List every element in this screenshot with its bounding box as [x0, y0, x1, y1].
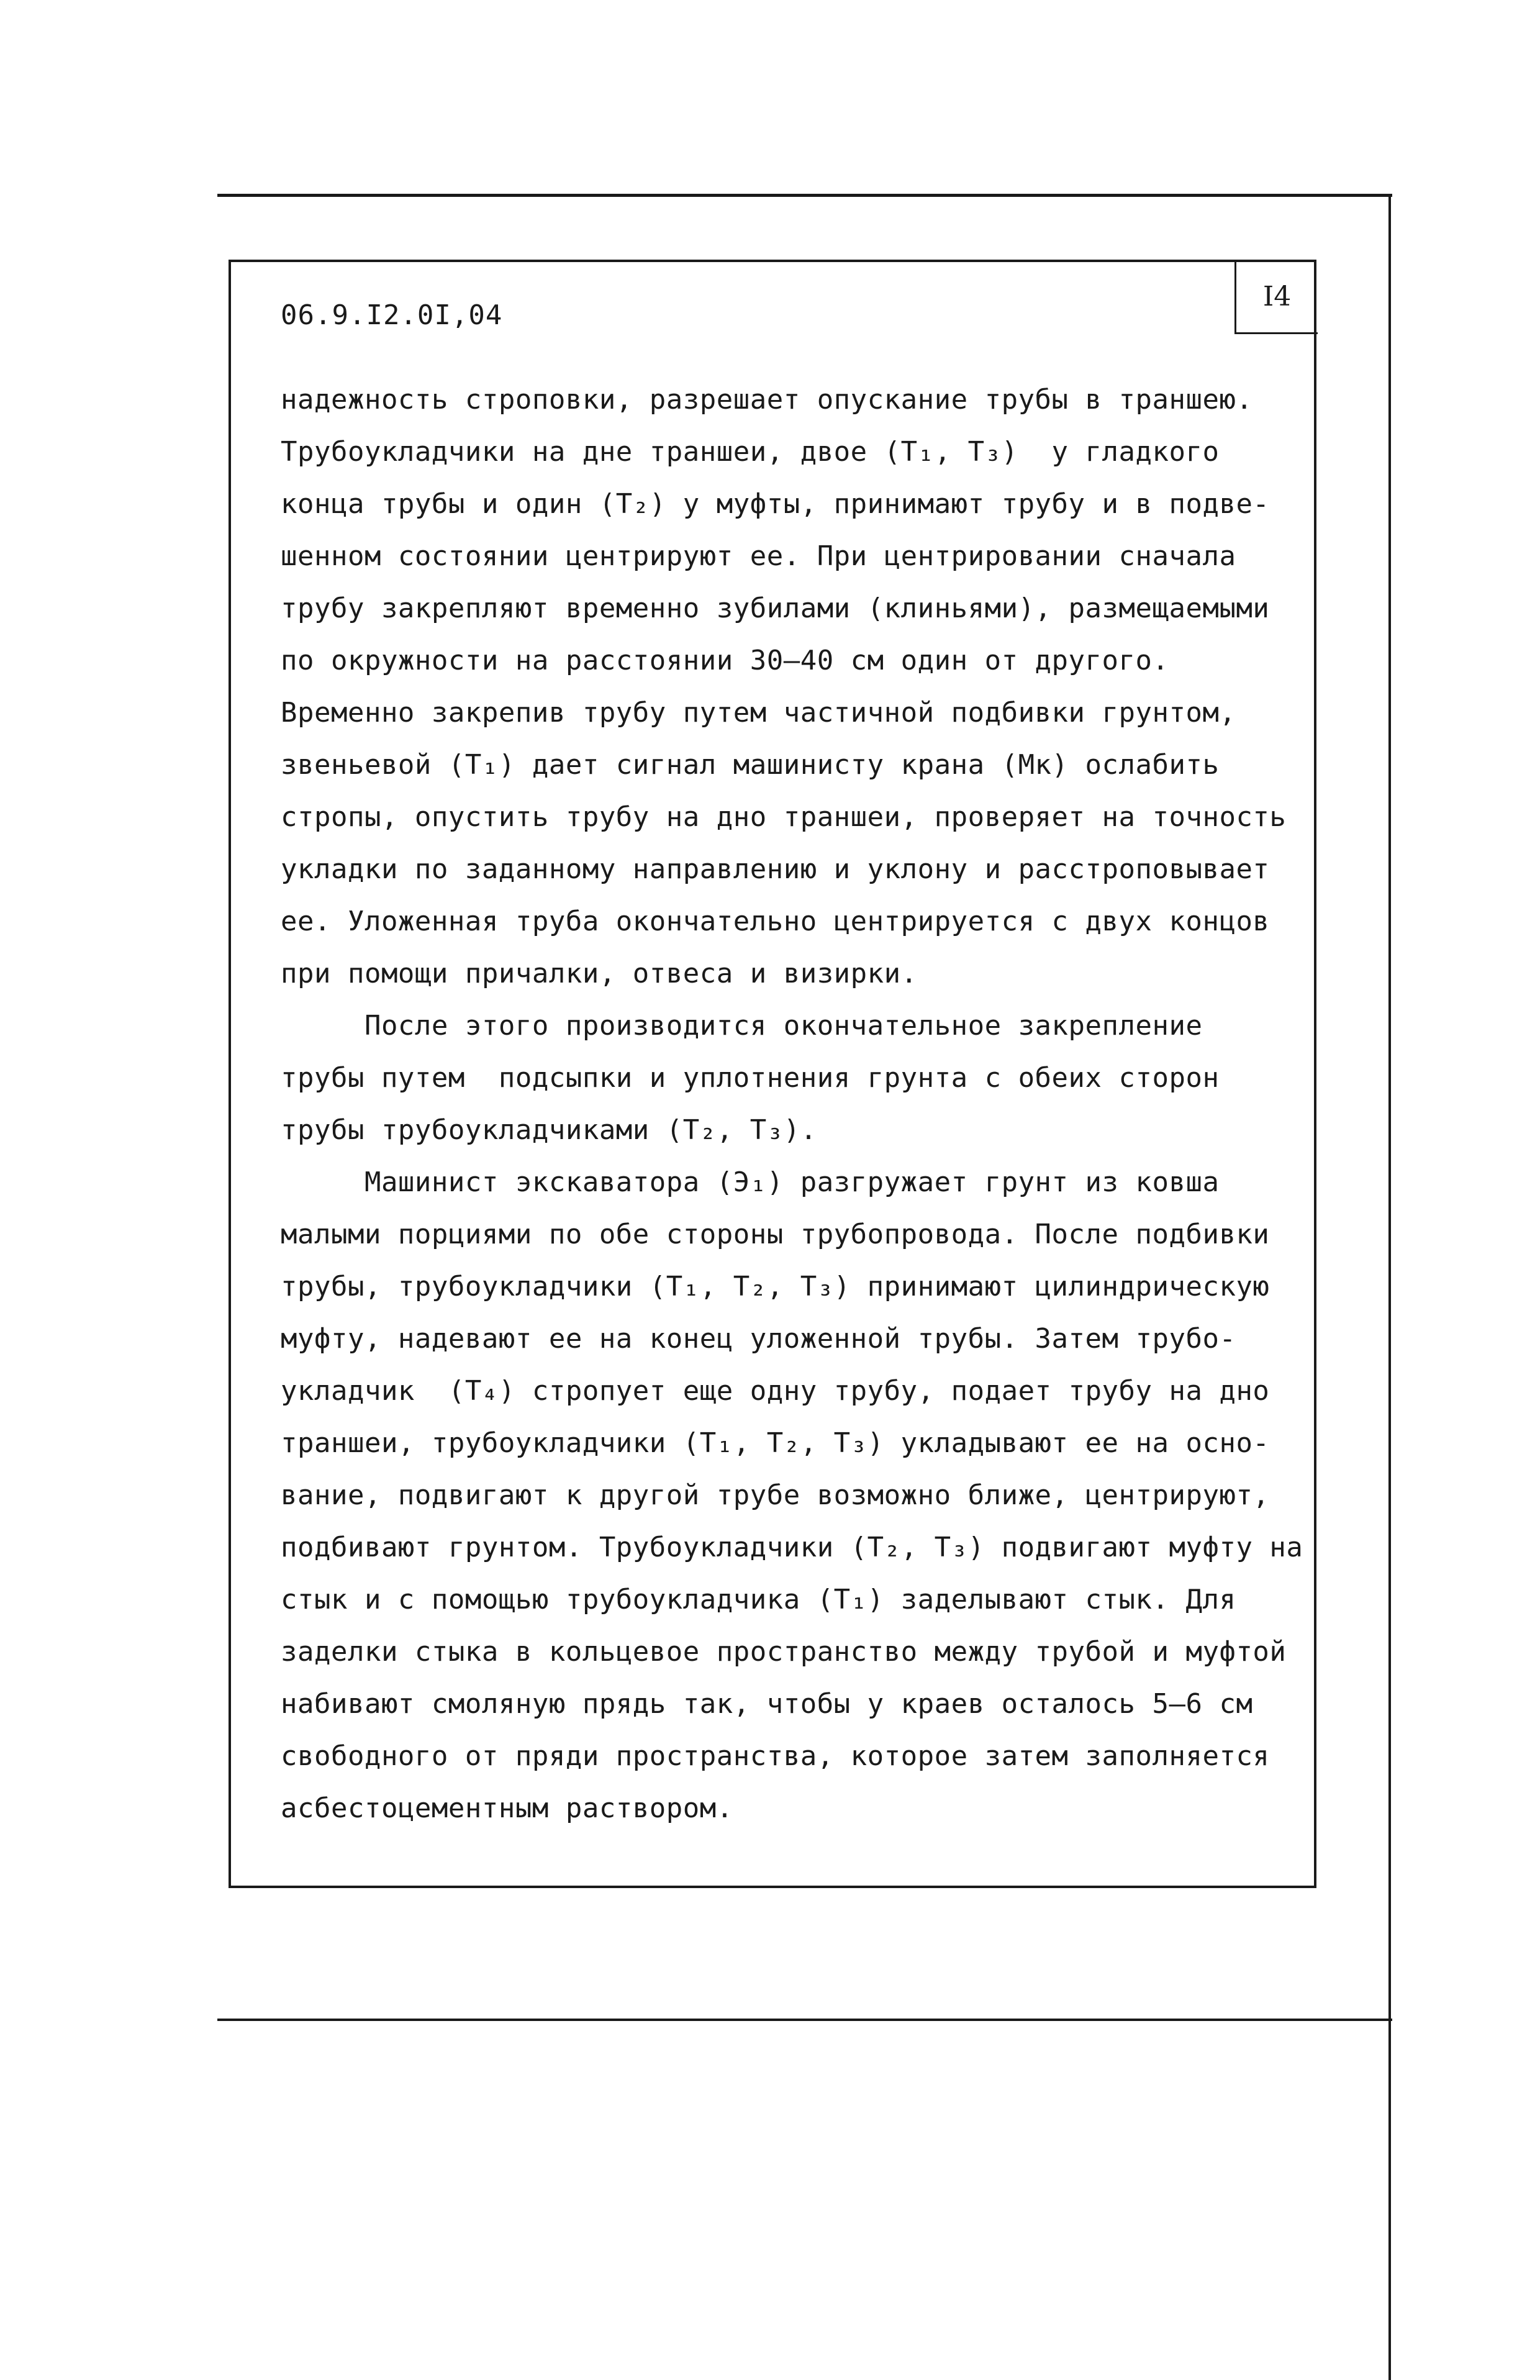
- text-line: трубы, трубоукладчики (T₁, T₂, T₃) принимают цилиндрическую: [281, 1271, 1270, 1302]
- text-line: звеньевой (T₁) дает сигнал машинисту крана (Мк) ослабить: [281, 749, 1220, 781]
- text-line: Временно закрепив трубу путем частичной подбивки грунтом,: [281, 697, 1236, 729]
- text-line: ее. Уложенная труба окончательно центрируется с двух концов: [281, 906, 1270, 937]
- text-line: по окружности на расстоянии 30–40 см один от другого.: [281, 645, 1169, 676]
- text-line: малыми порциями по обе стороны трубопровода. После подбивки: [281, 1219, 1270, 1250]
- bottom-page-rule: [217, 2019, 1392, 2021]
- text-line: шенном состоянии центрируют ее. При центрировании сначала: [281, 540, 1236, 572]
- text-line: муфту, надевают ее на конец уложенной трубы. Затем трубо-: [281, 1323, 1236, 1355]
- page-number: I4: [1234, 261, 1318, 334]
- paragraph-start-line: Машинист экскаватора (Э₁) разгружает грунт из ковша: [281, 1166, 1220, 1198]
- text-line: укладки по заданному направлению и уклону и расстроповывает: [281, 853, 1270, 885]
- text-line: подбивают грунтом. Трубоукладчики (T₂, T₃) подвигают муфту на: [281, 1532, 1303, 1563]
- text-line: укладчик (T₄) стропует еще одну трубу, подает трубу на дно: [281, 1375, 1270, 1407]
- text-line: при помощи причалки, отвеса и визирки.: [281, 958, 918, 989]
- text-line: свободного от пряди пространства, которое затем заполняется: [281, 1740, 1270, 1772]
- text-line: трубы трубоукладчиками (T₂, T₃).: [281, 1114, 817, 1146]
- text-line: стропы, опустить трубу на дно траншеи, проверяет на точность: [281, 801, 1287, 833]
- text-line: трубы путем подсыпки и уплотнения грунта с обеих сторон: [281, 1062, 1220, 1094]
- text-line: конца трубы и один (T₂) у муфты, принимают трубу и в подве-: [281, 488, 1270, 520]
- right-page-edge: [1388, 194, 1391, 2380]
- text-line: Трубоукладчики на дне траншеи, двое (T₁, T₃) у гладкого: [281, 436, 1220, 468]
- text-line: трубу закрепляют временно зубилами (клиньями), размещаемыми: [281, 593, 1270, 624]
- top-page-rule: [217, 194, 1392, 197]
- text-line: вание, подвигают к другой трубе возможно ближе, центрируют,: [281, 1479, 1270, 1511]
- body-text: [281, 374, 1303, 1835]
- text-line: заделки стыка в кольцевое пространство между трубой и муфтой: [281, 1636, 1287, 1668]
- text-line: стык и с помощью трубоукладчика (T₁) заделывают стык. Для: [281, 1584, 1236, 1615]
- text-line: асбестоцементным раствором.: [281, 1792, 733, 1824]
- text-line: траншеи, трубоукладчики (T₁, T₂, T₃) укладывают ее на осно-: [281, 1427, 1270, 1459]
- text-line: набивают смоляную прядь так, чтобы у краев осталось 5–6 см: [281, 1688, 1253, 1720]
- paragraph-start-line: После этого производится окончательное закрепление: [281, 1010, 1203, 1042]
- document-code: 06.9.I2.0I,04: [281, 299, 503, 331]
- text-line: надежность строповки, разрешает опускание трубы в траншею.: [281, 384, 1253, 416]
